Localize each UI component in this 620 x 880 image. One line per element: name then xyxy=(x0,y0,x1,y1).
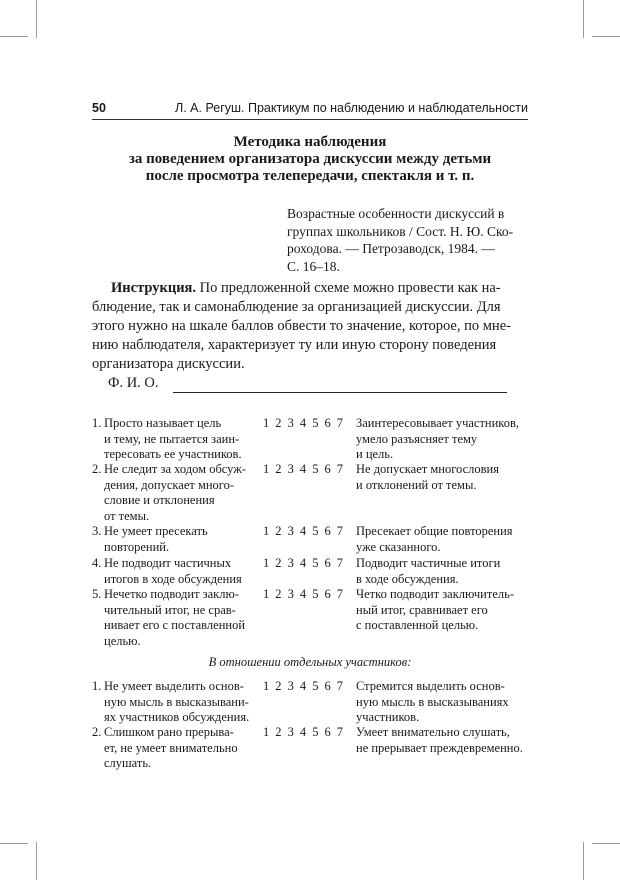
header-rule xyxy=(92,119,528,120)
scale-point[interactable]: 2 xyxy=(275,587,283,601)
item-number: 1. xyxy=(92,679,102,693)
pole-line: дения, допускает много- xyxy=(104,477,235,492)
instruction-line: этого нужно на шкале баллов обвести то значение, которое, по мне- xyxy=(92,318,511,334)
pole-line: от темы. xyxy=(104,508,150,523)
item-negative-pole xyxy=(104,556,264,587)
pole-line: не прерывает преждевременно. xyxy=(356,740,523,755)
item-number: 3. xyxy=(92,524,102,538)
scale-point[interactable]: 4 xyxy=(299,416,307,430)
rating-scale xyxy=(263,462,349,478)
scale-point[interactable]: 7 xyxy=(336,587,344,601)
instruction-lead: Инструкция. xyxy=(111,280,197,296)
scale-point[interactable]: 2 xyxy=(275,524,283,538)
pole-line: ную мысль в высказываниях xyxy=(356,694,509,709)
pole-line: уже сказанного. xyxy=(356,539,441,554)
pole-line: и цель. xyxy=(356,447,394,461)
crop-mark-bottom-right xyxy=(592,843,620,844)
instruction-line: блюдение, так и самонаблюдение за организацией дискуссии. Для xyxy=(92,299,501,315)
pole-line: Слишком рано прерыва- xyxy=(104,725,234,739)
page-title xyxy=(92,134,528,185)
scale-point[interactable]: 5 xyxy=(312,524,319,538)
scale-point[interactable]: 7 xyxy=(336,556,344,570)
scale-point[interactable]: 3 xyxy=(287,725,295,739)
scale-point[interactable]: 7 xyxy=(336,524,344,538)
scale-point[interactable]: 6 xyxy=(324,416,332,430)
scale-point[interactable]: 3 xyxy=(287,462,295,476)
scale-point[interactable]: 5 xyxy=(312,416,319,430)
pole-line: ет, не умеет внимательно xyxy=(104,740,238,755)
item-negative-pole xyxy=(104,725,264,772)
item-positive-pole xyxy=(356,556,531,587)
source-reference xyxy=(287,205,530,275)
scale-point[interactable]: 5 xyxy=(312,725,319,739)
pole-line: Не следит за ходом обсуж- xyxy=(104,462,247,476)
fio-input-line[interactable] xyxy=(173,392,507,393)
section-subheading: В отношении отдельных участников: xyxy=(208,655,412,669)
pole-line: Нечетко подводит заклю- xyxy=(104,587,239,601)
item-positive-pole xyxy=(356,587,531,634)
scale-point[interactable]: 3 xyxy=(287,679,295,693)
item-negative-pole xyxy=(104,462,264,524)
title-line: после просмотра телепередачи, спектакля и т. п. xyxy=(145,168,475,184)
pole-line: в ходе обсуждения. xyxy=(356,571,459,586)
source-line: роходова. — Петрозаводск, 1984. — xyxy=(287,241,495,256)
pole-line: ную мысль в высказывани- xyxy=(104,694,249,709)
scale-point[interactable]: 1 xyxy=(263,679,270,693)
item-number: 1. xyxy=(92,416,102,430)
crop-mark-top-left xyxy=(36,0,37,38)
pole-line: Четко подводит заключитель- xyxy=(356,587,514,601)
instruction-paragraph xyxy=(92,279,528,374)
pole-line: слушать. xyxy=(104,756,152,770)
source-line: Возрастные особенности дискуссий в xyxy=(287,206,505,221)
scale-point[interactable]: 2 xyxy=(275,679,283,693)
item-negative-pole xyxy=(104,524,264,555)
scale-point[interactable]: 4 xyxy=(299,524,307,538)
pole-line: целью. xyxy=(104,633,141,648)
rating-scale xyxy=(263,524,349,540)
scale-point[interactable]: 4 xyxy=(299,462,307,476)
pole-line: Не допускает многословия xyxy=(356,462,499,476)
scale-point[interactable]: 6 xyxy=(324,556,332,570)
scale-point[interactable]: 4 xyxy=(299,587,307,601)
crop-mark-bottom-left xyxy=(0,843,28,844)
item-positive-pole xyxy=(356,725,531,756)
pole-line: с поставленной целью. xyxy=(356,618,479,632)
rating-scale xyxy=(263,416,349,432)
scale-point[interactable]: 5 xyxy=(312,679,319,693)
pole-line: ях участников обсуждения. xyxy=(104,710,250,724)
item-number: 2. xyxy=(92,462,102,476)
rating-scale xyxy=(263,725,349,741)
title-line: за поведением организатора дискуссии между детьми xyxy=(128,151,492,167)
item-negative-pole xyxy=(104,416,264,463)
pole-line: словие и отклонения xyxy=(104,493,215,507)
scale-point[interactable]: 1 xyxy=(263,556,270,570)
scale-point[interactable]: 2 xyxy=(275,416,283,430)
item-number: 5. xyxy=(92,587,102,601)
scale-point[interactable]: 3 xyxy=(287,524,295,538)
crop-mark-top-right xyxy=(592,36,620,37)
scale-point[interactable]: 6 xyxy=(324,725,332,739)
running-title: Л. А. Регуш. Практикум по наблюдению и наблюдательности xyxy=(175,101,528,115)
pole-line: повторений. xyxy=(104,539,170,554)
scale-point[interactable]: 6 xyxy=(324,679,332,693)
scale-point[interactable]: 5 xyxy=(312,587,319,601)
scale-point[interactable]: 7 xyxy=(336,416,344,430)
item-number: 2. xyxy=(92,725,102,739)
item-positive-pole xyxy=(356,462,531,493)
scale-point[interactable]: 3 xyxy=(287,416,295,430)
crop-mark-bottom-left xyxy=(36,842,37,880)
crop-mark-top-left xyxy=(0,36,28,37)
pole-line: Не умеет выделить основ- xyxy=(104,679,244,693)
item-positive-pole xyxy=(356,524,531,555)
source-line: группах школьников / Сост. Н. Ю. Ско- xyxy=(287,223,514,239)
item-positive-pole xyxy=(356,416,531,463)
scale-point[interactable]: 7 xyxy=(336,679,344,693)
pole-line: Не умеет пресекать xyxy=(104,524,208,538)
scale-point[interactable]: 5 xyxy=(312,462,319,476)
item-positive-pole xyxy=(356,679,531,726)
pole-line: участников. xyxy=(356,710,420,724)
scale-point[interactable]: 3 xyxy=(287,556,295,570)
pole-line: итогов в ходе обсуждения xyxy=(104,571,242,586)
pole-line: Заинтересовывает участников, xyxy=(356,416,520,430)
scale-point[interactable]: 1 xyxy=(263,725,270,739)
scale-point[interactable]: 1 xyxy=(263,462,270,476)
scale-point[interactable]: 2 xyxy=(275,556,283,570)
title-line: Методика наблюдения xyxy=(233,134,387,150)
instruction-line: организатора дискуссии. xyxy=(92,356,245,372)
scale-point[interactable]: 3 xyxy=(287,587,295,601)
pole-line: Подводит частичные итоги xyxy=(356,556,501,570)
rating-scale xyxy=(263,679,349,695)
crop-mark-bottom-right xyxy=(583,842,584,880)
source-line: С. 16–18. xyxy=(287,258,340,274)
pole-line: Просто называет цель xyxy=(104,416,222,430)
page-number: 50 xyxy=(92,101,106,115)
instruction-text: По предложенной схеме можно провести как на- xyxy=(196,280,501,296)
pole-line: Пресекает общие повторения xyxy=(356,524,513,538)
scale-point[interactable]: 4 xyxy=(299,679,307,693)
instruction-line: нию наблюдателя, характеризует ту или иную сторону поведения xyxy=(92,337,497,353)
pole-line: чительный итог, не срав- xyxy=(104,602,236,617)
rating-scale xyxy=(263,587,349,603)
scale-point[interactable]: 1 xyxy=(263,524,270,538)
pole-line: Стремится выделить основ- xyxy=(356,679,505,693)
scale-point[interactable]: 7 xyxy=(336,462,344,476)
pole-line: и тему, не пытается заин- xyxy=(104,431,240,446)
rating-scale xyxy=(263,556,349,572)
crop-mark-top-right xyxy=(583,0,584,38)
scale-point[interactable]: 6 xyxy=(324,587,332,601)
scale-point[interactable]: 7 xyxy=(336,725,344,739)
scale-point[interactable]: 4 xyxy=(299,725,307,739)
pole-line: Не подводит частичных xyxy=(104,556,232,570)
pole-line: нивает его с поставленной xyxy=(104,618,246,632)
scale-point[interactable]: 4 xyxy=(299,556,307,570)
scale-point[interactable]: 6 xyxy=(324,524,332,538)
scale-point[interactable]: 2 xyxy=(275,725,283,739)
pole-line: и отклонений от темы. xyxy=(356,477,477,492)
pole-line: ный итог, сравнивает его xyxy=(356,602,488,617)
fio-label: Ф. И. О. xyxy=(108,375,159,391)
scale-point[interactable]: 1 xyxy=(263,587,270,601)
scale-point[interactable]: 2 xyxy=(275,462,283,476)
scale-point[interactable]: 5 xyxy=(312,556,319,570)
item-negative-pole xyxy=(104,679,264,726)
pole-line: тересовать ее участников. xyxy=(104,447,242,461)
scale-point[interactable]: 1 xyxy=(263,416,270,430)
pole-line: умело разъясняет тему xyxy=(356,431,478,446)
pole-line: Умеет внимательно слушать, xyxy=(356,725,510,739)
item-negative-pole xyxy=(104,587,264,649)
item-number: 4. xyxy=(92,556,102,570)
scale-point[interactable]: 6 xyxy=(324,462,332,476)
